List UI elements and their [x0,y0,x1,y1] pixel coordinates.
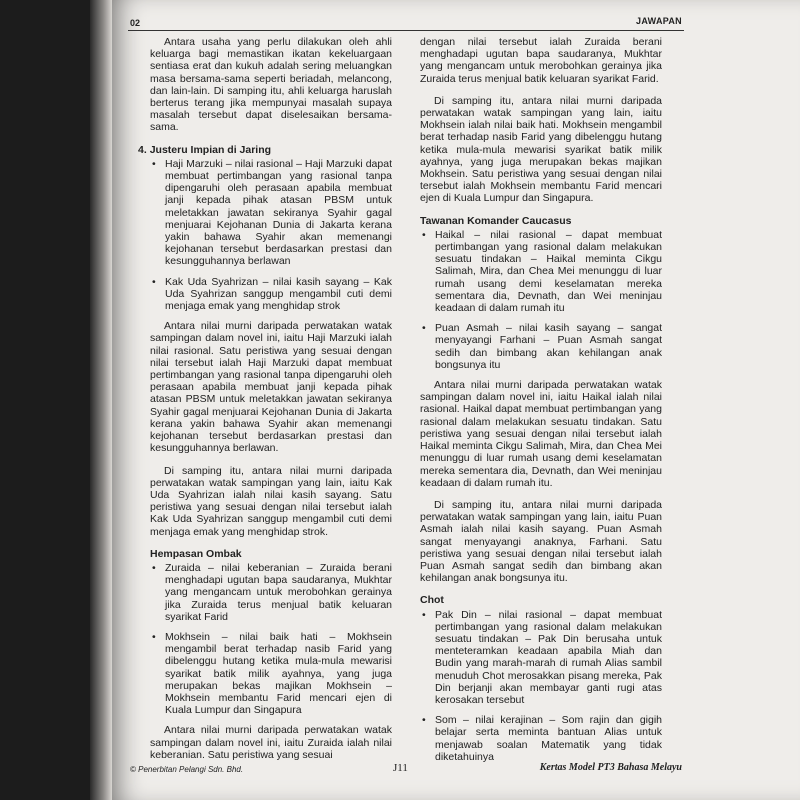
bullet-list-chot [420,609,662,763]
section-heading-hempasan: Hempasan Ombak [150,547,242,560]
list-item: • Pak Din – nilai rasional – dapat membuat pertimbangan yang rasional dalam melakukan sesuatu tindakan – Pak Din berusaha untuk menteteramkan keadaan apabila Miah dan Budin yang marah-marah di rumah Alias sambil menuduh Chot merosakkan pisang mereka, Pak Din berjanji akan membayar ganti rugi atas kerosakan tersebut [422,608,662,706]
left-column [138,36,392,771]
paragraph: Antara nilai murni daripada perwatakan watak sampingan dalam novel ini, iaitu Haikal ialah nilai rasional. Haikal dapat membuat pertimbangan yang rasional dalam melakukan sesuatu tindakan. Satu peristiwa yang sesuai dengan nilai tersebut ialah Haikal meminta Cikgu Salimah, Mira, dan Chea Mei menunggu di luar rumah usang demi keselamatan mereka sementara dia, Devnath, dan Wei meninjau keadaan di dalam rumah itu. [420,379,662,489]
book-title: Kertas Model PT3 Bahasa Melayu [539,762,682,773]
bullet-icon: • [422,322,426,335]
paragraph: Di samping itu, antara nilai murni daripada perwatakan watak sampingan yang lain, iaitu Kak Uda Syahrizan ialah nilai kasih sayang. Satu peristiwa yang sesuai dengan nilai tersebut ialah Kak Uda Syahrizan sanggup mengambil cuti demi menjaga emak yang menghidap strok. [150,464,392,538]
list-item: • Zuraida – nilai keberanian – Zuraida berani menghadapi ugutan bapa saudaranya, Mukhtar yang mengancam untuk merobohkan gerainya jika Zuraida terus menjual batik keluaran syarikat Farid [152,561,392,623]
section-heading-tawanan: Tawanan Komander Caucasus [420,214,572,227]
section-heading-justeru [138,144,392,156]
bullet-icon: • [422,228,426,241]
bullet-icon: • [152,157,156,170]
header-rule [128,30,684,31]
list-item: • Haikal – nilai rasional – dapat membuat pertimbangan yang rasional dalam melakukan sesuatu tindakan – Haikal meminta Cikgu Salimah, Mira, dan Chea Mei menunggu di luar rumah usang demi keselamatan mereka sementara dia, Devnath, dan Wei meninjau keadaan di dalam rumah itu [422,228,662,315]
list-item: • Haji Marzuki – nilai rasional – Haji Marzuki dapat membuat pertimbangan yang rasional tanpa dipengaruhi oleh perasaan apabila membuat janji kepada pihak atasan PBSM untuk meletakkan jawatan sekiranya Syahir gagal menjuarai Kejohanan Dunia di Jakarta kerana yakin bahawa Syahir akan memenangi kejohanan tersebut berdasarkan prestasi dan kesungguhannya berlawan [152,157,392,268]
intro-paragraph: Antara usaha yang perlu dilakukan oleh ahli keluarga bagi memastikan ikatan kekeluargaan sentiasa erat dan kukuh adalah sering meluangkan masa bersama-sama seperti beriadah, melancong, dan lain-lain. Di samping itu, ahli keluarga haruslah berterus terang jika mempunyai masalah supaya masalah tersebut dapat diselesaikan bersama-sama. [150,36,392,134]
section-heading-chot: Chot [420,594,444,607]
section-title: Justeru Impian di Jaring [149,143,272,156]
right-column [420,36,662,771]
bullet-list-tawanan [420,229,662,371]
bullet-icon: • [152,561,156,574]
bullet-list-justeru [150,158,392,312]
bullet-icon: • [422,714,426,727]
page-code: J11 [393,762,408,774]
paragraph: Antara nilai murni daripada perwatakan watak sampingan dalam novel ini, iaitu Zuraida ialah nilai keberanian. Satu peristiwa yang sesuai [150,724,392,761]
section-number: 4. [138,143,147,156]
paragraph: Di samping itu, antara nilai murni daripada perwatakan watak sampingan yang lain, iaitu Puan Asmah ialah nilai kasih sayang. Puan Asmah sangat menyayangi anaknya, Farhani. Satu peristiwa yang sesuai dengan nilai tersebut ialah Puan Asmah sangat sedih dan bimbang akan kehilangan anak bongsunya itu. [420,498,662,585]
list-item: • Mokhsein – nilai baik hati – Mokhsein mengambil berat terhadap nasib Farid yang dibelenggu hutang ketika mula-mula mewarisi syarikat batik milik ayahnya, yang juga merupakan bekas majikan Mokhsein – Mokhsein membantu Farid mencari ejen di Kuala Lumpur dan Singapura [152,630,392,717]
list-item: • Kak Uda Syahrizan – nilai kasih sayang – Kak Uda Syahrizan sanggup mengambil cuti demi menjaga emak yang menghidap strok [152,275,392,313]
paragraph: dengan nilai tersebut ialah Zuraida berani menghadapi ugutan bapa saudaranya, Mukhtar yang mengancam untuk merobohkan gerainya jika Zuraida terus menjual batik keluaran syarikat Farid. [420,36,662,85]
page-number: 02 [130,18,141,28]
bullet-icon: • [152,275,156,288]
header-title: JAWAPAN [636,16,682,26]
bullet-icon: • [152,630,156,643]
paragraph: Di samping itu, antara nilai murni daripada perwatakan watak sampingan yang lain, iaitu Mokhsein ialah nilai baik hati. Mokhsein mengambil berat terhadap nasib Farid yang dibelenggu hutang ketika mula-mula mewarisi syarikat batik milik ayahnya, yang juga merupakan bekas majikan Mokhsein. Satu peristiwa yang sesuai dengan nilai tersebut ialah Mokhsein membantu Farid mencari ejen di Kuala Lumpur dan Singapura. [420,94,662,205]
book-binding [90,0,112,800]
bullet-list-hempasan [150,562,392,716]
list-item: • Som – nilai kerajinan – Som rajin dan gigih belajar serta meminta bantuan Alias untuk menjawab soalan Matematik yang tidak diketahuinya [422,714,662,763]
list-item: • Puan Asmah – nilai kasih sayang – sangat menyayangi Farhani – Puan Asmah sangat sedih dan bimbang akan kehilangan anak bongsunya itu [422,322,662,371]
bullet-icon: • [422,608,426,621]
publisher-credit: © Penerbitan Pelangi Sdn. Bhd. [130,765,244,774]
paragraph: Antara nilai murni daripada perwatakan watak sampingan dalam novel ini, iaitu Haji Marzuki ialah nilai rasional. Satu peristiwa yang sesuai dengan nilai tersebut ialah Haji Marzuki dapat membuat pertimbangan yang rasional tanpa dipengaruhi oleh perasaan apabila membuat janji kepada pihak atasan PBSM untuk meletakkan jawatan sekiranya Syahir gagal menjuarai Kejohanan Dunia di Jakarta kerana yakin bahawa Syahir akan memenangi kejohanan tersebut berdasarkan prestasi dan kesungguhannya berlawan. [150,320,392,455]
